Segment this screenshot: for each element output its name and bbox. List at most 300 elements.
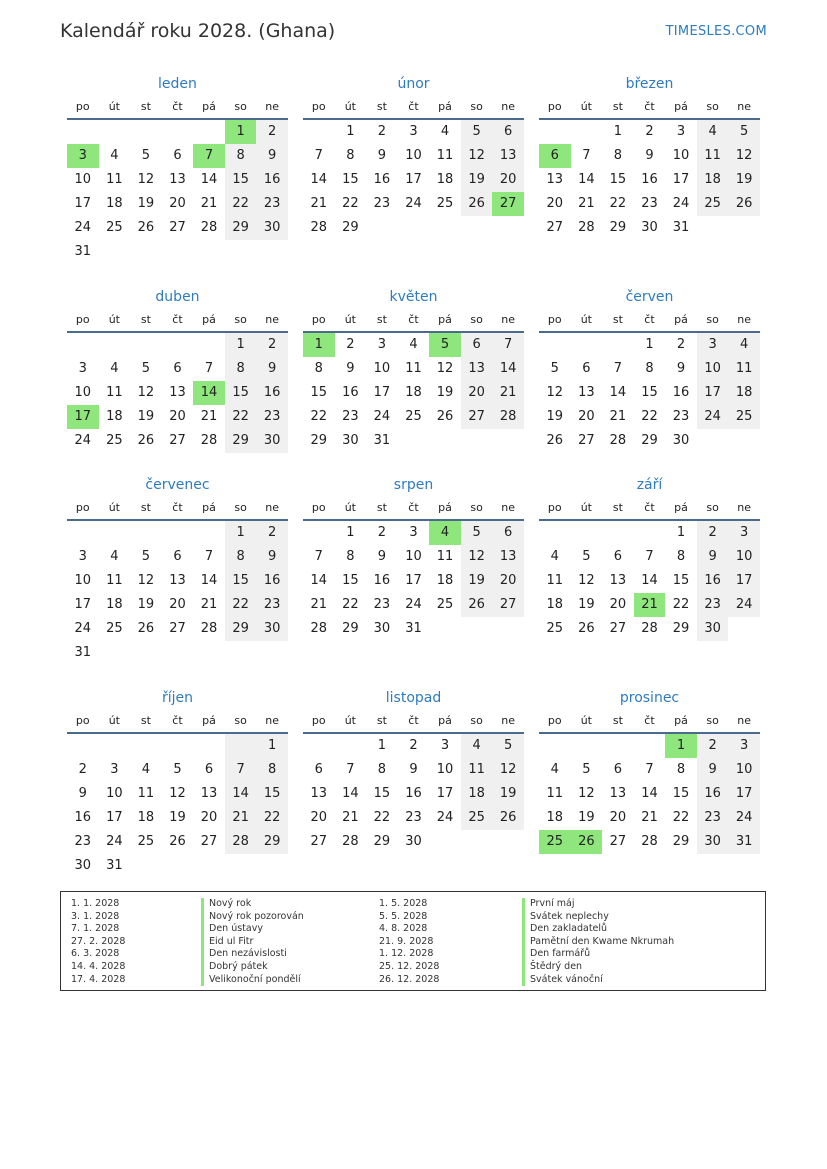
empty-cell — [130, 120, 162, 144]
day-cell: 18 — [461, 782, 493, 806]
day-cell: 27 — [461, 405, 493, 429]
day-cell: 13 — [200, 786, 218, 801]
day-cell: 30 — [256, 429, 288, 453]
day-cell: 6 — [173, 361, 182, 376]
weekday-header — [303, 710, 524, 734]
day-cell: 19 — [137, 409, 155, 424]
day-cell: 8 — [225, 545, 257, 569]
empty-cell — [303, 734, 335, 758]
weekday-header — [303, 309, 524, 333]
empty-cell — [539, 521, 571, 545]
weekday-header — [67, 497, 288, 521]
day-cell: 29 — [256, 830, 288, 854]
empty-cell — [162, 734, 194, 758]
day-cell: 9 — [377, 549, 387, 564]
legend-holiday-name: První máj — [522, 898, 674, 911]
day-cell: 24 — [74, 621, 92, 636]
day-cell: 22 — [225, 593, 257, 617]
day-cell: 26 — [436, 409, 454, 424]
legend-names-left — [201, 898, 304, 986]
day-cell: 24 — [74, 433, 92, 448]
day-cell: 25 — [137, 834, 155, 849]
weekday-label: pá — [202, 313, 216, 326]
month-3 — [67, 285, 288, 453]
day-cell: 4 — [110, 361, 119, 376]
weekday-label: čt — [172, 313, 183, 326]
day-cell: 15 — [641, 385, 658, 400]
weekday-label: so — [470, 714, 483, 727]
weekday-label: ne — [501, 313, 516, 326]
day-cell: 26 — [137, 220, 155, 235]
day-cell: 17 — [728, 569, 760, 593]
day-cell: 6 — [314, 762, 323, 777]
day-cell: 6 — [492, 521, 524, 545]
day-cell: 9 — [377, 148, 387, 163]
weekday-label: so — [234, 714, 247, 727]
day-cell: 4 — [110, 148, 119, 163]
weekday-label: ne — [737, 714, 752, 727]
day-cell: 4 — [550, 762, 559, 777]
day-cell: 28 — [578, 220, 595, 235]
day-cell: 2 — [377, 124, 387, 139]
weekday-label: pá — [202, 100, 216, 113]
weekday-label: so — [234, 501, 247, 514]
day-cell: 5 — [173, 762, 182, 777]
day-cell: 3 — [728, 734, 760, 758]
day-cell: 18 — [546, 810, 564, 825]
day-cell: 6 — [613, 762, 623, 777]
weekday-label: ne — [737, 501, 752, 514]
day-cell: 14 — [641, 573, 658, 588]
day-cell: 5 — [461, 120, 493, 144]
day-cell: 24 — [405, 196, 422, 211]
day-cell: 10 — [672, 148, 690, 163]
empty-cell — [571, 333, 603, 357]
day-cell: 28 — [609, 433, 627, 448]
day-cell: 26 — [492, 806, 524, 830]
day-cell: 18 — [697, 168, 729, 192]
empty-cell — [162, 120, 194, 144]
day-cell: 25 — [728, 405, 760, 429]
day-cell: 12 — [578, 786, 595, 801]
day-cell: 20 — [200, 810, 218, 825]
day-cell: 9 — [346, 361, 355, 376]
weekday-label: po — [547, 501, 562, 514]
day-cell: 18 — [546, 597, 564, 612]
weekday-label: út — [344, 313, 356, 326]
day-cell: 19 — [728, 168, 760, 192]
day-cell: 9 — [256, 545, 288, 569]
weekday-label: čt — [644, 714, 655, 727]
weekday-label: po — [75, 313, 90, 326]
day-cell: 2 — [256, 333, 288, 357]
day-cell: 26 — [169, 834, 186, 849]
day-cell: 29 — [609, 220, 627, 235]
holiday-day-cell: 1 — [225, 120, 257, 144]
day-cell: 14 — [310, 573, 328, 588]
weekday-label: po — [547, 100, 562, 113]
day-cell: 20 — [609, 597, 627, 612]
day-cell: 21 — [641, 810, 658, 825]
day-cell: 16 — [373, 573, 391, 588]
day-cell: 17 — [74, 597, 92, 612]
day-cell: 1 — [225, 521, 257, 545]
day-cell: 12 — [728, 144, 760, 168]
month-2 — [539, 72, 760, 240]
month-name: červen — [625, 289, 674, 305]
day-cell: 25 — [436, 196, 454, 211]
month-name: srpen — [393, 477, 434, 493]
legend-holiday-name: Pamětní den Kwame Nkrumah — [522, 936, 674, 949]
day-cell: 26 — [137, 433, 155, 448]
day-cell: 29 — [373, 834, 391, 849]
legend-holiday-name: Den farmářů — [522, 948, 674, 961]
day-cell: 21 — [200, 409, 218, 424]
legend-date: 27. 2. 2028 — [71, 935, 126, 947]
day-cell: 23 — [256, 405, 288, 429]
day-cell: 10 — [728, 758, 760, 782]
day-grid — [67, 734, 288, 878]
day-cell: 26 — [461, 593, 493, 617]
day-cell: 11 — [546, 573, 564, 588]
legend-date: 21. 9. 2028 — [379, 935, 434, 947]
day-cell: 14 — [342, 786, 359, 801]
day-cell: 19 — [461, 168, 493, 192]
legend-holiday-name: Štědrý den — [522, 961, 674, 974]
day-cell: 31 — [74, 645, 92, 660]
weekday-label: st — [612, 313, 623, 326]
day-cell: 12 — [492, 758, 524, 782]
legend-holiday-name: Nový rok — [201, 898, 304, 911]
weekday-label: čt — [644, 313, 655, 326]
brand-logo-link[interactable]: TIMESLES.COM — [665, 24, 767, 39]
day-cell: 31 — [672, 220, 690, 235]
day-cell: 17 — [697, 381, 729, 405]
day-cell: 28 — [200, 433, 218, 448]
weekday-label: čt — [644, 100, 655, 113]
day-cell: 8 — [645, 361, 654, 376]
day-cell: 21 — [200, 196, 218, 211]
day-cell: 9 — [645, 148, 654, 163]
day-cell: 23 — [697, 593, 729, 617]
day-cell: 25 — [106, 220, 123, 235]
day-cell: 10 — [405, 549, 422, 564]
day-cell: 20 — [578, 409, 595, 424]
day-cell: 3 — [676, 124, 686, 139]
empty-cell — [634, 521, 666, 545]
month-name: červenec — [145, 477, 210, 493]
day-cell: 11 — [137, 786, 155, 801]
empty-cell — [130, 521, 162, 545]
day-cell: 19 — [436, 385, 454, 400]
day-cell: 12 — [137, 385, 155, 400]
day-cell: 24 — [672, 196, 690, 211]
weekday-label: so — [706, 501, 719, 514]
day-cell: 2 — [346, 337, 355, 352]
day-cell: 31 — [728, 830, 760, 854]
legend-holiday-name: Dobrý pátek — [201, 961, 304, 974]
month-5 — [539, 285, 760, 453]
weekday-label: čt — [644, 501, 655, 514]
day-cell: 23 — [373, 196, 391, 211]
weekday-label: ne — [501, 714, 516, 727]
day-cell: 13 — [492, 545, 524, 569]
day-cell: 22 — [342, 196, 359, 211]
day-cell: 11 — [106, 385, 123, 400]
day-cell: 10 — [74, 573, 92, 588]
day-cell: 23 — [641, 196, 658, 211]
month-name: květen — [389, 289, 438, 305]
day-cell: 17 — [672, 172, 690, 187]
day-cell: 28 — [225, 830, 257, 854]
day-cell: 15 — [609, 172, 627, 187]
weekday-label: ne — [501, 100, 516, 113]
day-cell: 2 — [256, 521, 288, 545]
weekday-label: út — [580, 313, 592, 326]
weekday-label: pá — [674, 501, 688, 514]
weekday-label: čt — [408, 714, 419, 727]
weekday-header — [67, 96, 288, 120]
day-cell: 12 — [436, 361, 454, 376]
month-8 — [539, 473, 760, 641]
day-cell: 10 — [728, 545, 760, 569]
day-cell: 14 — [225, 782, 257, 806]
day-cell: 5 — [582, 762, 591, 777]
month-7 — [303, 473, 524, 641]
weekday-label: čt — [172, 501, 183, 514]
day-grid — [303, 120, 524, 240]
day-cell: 15 — [672, 786, 690, 801]
empty-cell — [539, 120, 571, 144]
day-cell: 21 — [225, 806, 257, 830]
weekday-header — [67, 710, 288, 734]
day-cell: 6 — [204, 762, 214, 777]
day-cell: 31 — [405, 621, 422, 636]
empty-cell — [67, 734, 99, 758]
day-cell: 2 — [645, 124, 654, 139]
day-cell: 8 — [676, 549, 686, 564]
day-cell: 29 — [225, 429, 257, 453]
month-name: říjen — [161, 690, 194, 706]
day-cell: 10 — [74, 385, 92, 400]
weekday-label: so — [470, 501, 483, 514]
day-cell: 5 — [492, 734, 524, 758]
day-cell: 10 — [74, 172, 92, 187]
day-cell: 11 — [546, 786, 564, 801]
legend-date: 25. 12. 2028 — [379, 960, 440, 972]
empty-cell — [539, 333, 571, 357]
day-cell: 8 — [613, 148, 623, 163]
day-cell: 12 — [137, 172, 155, 187]
day-cell: 2 — [409, 738, 418, 753]
day-cell: 9 — [676, 361, 686, 376]
weekday-label: so — [470, 313, 483, 326]
day-cell: 19 — [137, 597, 155, 612]
day-cell: 5 — [550, 361, 559, 376]
empty-cell — [602, 521, 634, 545]
day-cell: 3 — [110, 762, 119, 777]
day-cell: 15 — [342, 172, 359, 187]
weekday-label: so — [706, 714, 719, 727]
day-cell: 8 — [676, 762, 686, 777]
holiday-day-cell: 7 — [193, 144, 225, 168]
weekday-label: st — [376, 714, 387, 727]
weekday-label: čt — [172, 714, 183, 727]
day-cell: 22 — [373, 810, 391, 825]
weekday-header — [539, 309, 760, 333]
day-cell: 5 — [141, 148, 151, 163]
legend-date: 5. 5. 2028 — [379, 910, 428, 922]
day-cell: 9 — [697, 758, 729, 782]
day-cell: 6 — [492, 120, 524, 144]
day-cell: 2 — [377, 525, 387, 540]
legend-date: 26. 12. 2028 — [379, 973, 440, 985]
day-cell: 5 — [141, 361, 151, 376]
month-6 — [67, 473, 288, 665]
weekday-header — [67, 309, 288, 333]
day-cell: 9 — [697, 545, 729, 569]
day-cell: 24 — [697, 405, 729, 429]
empty-cell — [602, 333, 634, 357]
day-cell: 8 — [256, 758, 288, 782]
weekday-label: ne — [265, 501, 280, 514]
day-cell: 8 — [314, 361, 323, 376]
day-cell: 20 — [609, 810, 627, 825]
weekday-label: ne — [265, 714, 280, 727]
weekday-label: ne — [737, 100, 752, 113]
day-cell: 27 — [169, 621, 186, 636]
day-cell: 13 — [169, 172, 186, 187]
weekday-label: po — [311, 501, 326, 514]
day-cell: 23 — [405, 810, 422, 825]
day-cell: 4 — [728, 333, 760, 357]
day-cell: 13 — [492, 144, 524, 168]
day-cell: 1 — [225, 333, 257, 357]
day-grid — [539, 333, 760, 453]
day-cell: 2 — [78, 762, 87, 777]
weekday-label: st — [612, 501, 623, 514]
empty-cell — [99, 333, 131, 357]
weekday-label: čt — [408, 501, 419, 514]
day-cell: 6 — [173, 549, 182, 564]
legend-date: 7. 1. 2028 — [71, 923, 120, 935]
day-cell: 26 — [578, 621, 595, 636]
day-cell: 12 — [137, 573, 155, 588]
day-cell: 27 — [200, 834, 218, 849]
weekday-label: st — [140, 501, 151, 514]
day-cell: 10 — [436, 762, 454, 777]
legend-holiday-name: Nový rok pozorován — [201, 911, 304, 924]
day-cell: 28 — [342, 834, 359, 849]
holiday-day-cell: 1 — [303, 333, 335, 357]
day-cell: 28 — [200, 220, 218, 235]
day-cell: 20 — [461, 381, 493, 405]
day-cell: 26 — [137, 621, 155, 636]
day-cell: 30 — [342, 433, 359, 448]
weekday-label: so — [706, 313, 719, 326]
day-cell: 18 — [106, 409, 123, 424]
empty-cell — [162, 521, 194, 545]
day-cell: 20 — [546, 196, 564, 211]
empty-cell — [303, 120, 335, 144]
weekday-label: ne — [501, 501, 516, 514]
weekday-label: pá — [438, 714, 452, 727]
day-cell: 20 — [169, 196, 186, 211]
day-cell: 15 — [672, 573, 690, 588]
page-title: Kalendář roku 2028. (Ghana) — [60, 20, 336, 42]
weekday-label: čt — [408, 100, 419, 113]
holiday-day-cell: 25 — [539, 830, 571, 854]
weekday-label: út — [344, 714, 356, 727]
day-cell: 8 — [225, 357, 257, 381]
month-name: leden — [158, 76, 197, 92]
day-cell: 25 — [405, 409, 422, 424]
day-cell: 31 — [74, 244, 92, 259]
day-cell: 2 — [676, 337, 686, 352]
weekday-label: po — [311, 313, 326, 326]
weekday-label: út — [108, 313, 120, 326]
day-cell: 18 — [106, 196, 123, 211]
day-cell: 1 — [256, 734, 288, 758]
day-cell: 6 — [582, 361, 591, 376]
day-cell: 22 — [225, 192, 257, 216]
month-0 — [67, 72, 288, 264]
day-cell: 23 — [342, 409, 359, 424]
day-cell: 7 — [204, 361, 214, 376]
weekday-label: po — [75, 501, 90, 514]
day-cell: 16 — [342, 385, 359, 400]
empty-cell — [571, 734, 603, 758]
day-cell: 16 — [256, 381, 288, 405]
empty-cell — [67, 333, 99, 357]
day-cell: 16 — [697, 782, 729, 806]
day-cell: 21 — [310, 597, 328, 612]
legend-date: 1. 5. 2028 — [379, 898, 428, 909]
day-cell: 3 — [409, 124, 418, 139]
day-cell: 11 — [405, 361, 422, 376]
day-cell: 5 — [141, 549, 151, 564]
day-cell: 7 — [645, 762, 654, 777]
day-cell: 24 — [373, 409, 391, 424]
day-cell: 7 — [314, 148, 323, 163]
day-cell: 25 — [461, 806, 493, 830]
holiday-day-cell: 4 — [429, 521, 461, 545]
weekday-label: út — [580, 501, 592, 514]
day-cell: 11 — [106, 573, 123, 588]
legend-holiday-name: Eid ul Fitr — [201, 936, 304, 949]
day-cell: 22 — [342, 597, 359, 612]
day-cell: 13 — [578, 385, 595, 400]
day-cell: 29 — [225, 617, 257, 641]
month-name: prosinec — [619, 690, 680, 706]
weekday-header — [539, 96, 760, 120]
holiday-day-cell: 14 — [193, 381, 225, 405]
day-grid — [539, 120, 760, 240]
day-cell: 1 — [377, 738, 387, 753]
day-cell: 7 — [582, 148, 591, 163]
day-cell: 24 — [106, 834, 123, 849]
weekday-label: pá — [202, 714, 216, 727]
day-cell: 2 — [256, 120, 288, 144]
empty-cell — [99, 521, 131, 545]
day-cell: 23 — [672, 409, 690, 424]
day-cell: 30 — [672, 433, 690, 448]
day-cell: 13 — [169, 573, 186, 588]
legend-date: 1. 1. 2028 — [71, 898, 120, 909]
weekday-label: po — [547, 714, 562, 727]
weekday-label: út — [580, 714, 592, 727]
day-cell: 23 — [697, 806, 729, 830]
